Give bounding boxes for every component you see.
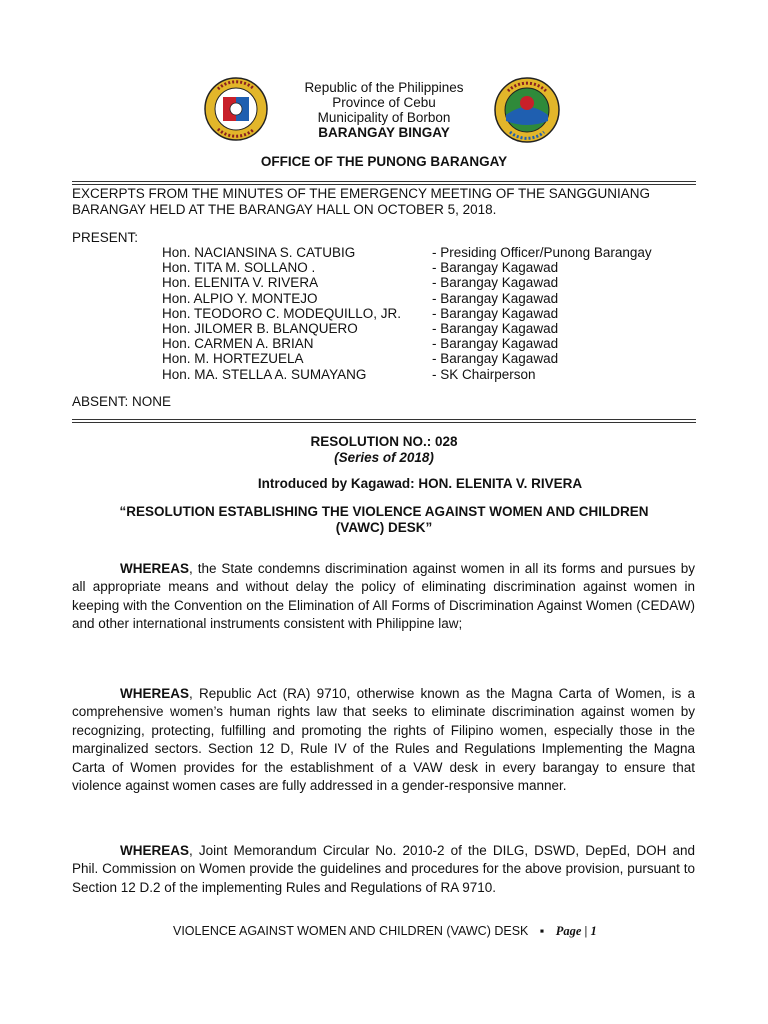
whereas-text: , the State condemns discrimination against women in all its forms and pursues by all appropriate means and without delay the policy of eliminating discrimination against women in keeping with the Convention on the Elimination of All Forms of Discrimination Against Women (CEDAW) and other international instruments consistent with Philippine law;: [72, 561, 695, 632]
member-position: - Barangay Kagawad: [432, 275, 559, 291]
footer-bullet: ▪: [539, 924, 545, 938]
member-name: Hon. ELENITA V. RIVERA: [162, 275, 319, 291]
member-name: Hon. CARMEN A. BRIAN: [162, 336, 314, 352]
member-row: [162, 351, 652, 366]
divider: [72, 422, 696, 423]
excerpt-line: BARANGAY HELD AT THE BARANGAY HALL ON OCTOBER 5, 2018.: [72, 201, 497, 217]
member-position: - Barangay Kagawad: [432, 305, 559, 321]
title-line: (VAWC) DESK”: [335, 520, 433, 535]
resolution-series: (Series of 2018): [334, 450, 434, 465]
absent-line: ABSENT: NONE: [72, 394, 172, 409]
introduced-by: [0, 476, 768, 491]
whereas-keyword: WHEREAS: [120, 686, 190, 701]
member-row: [162, 367, 652, 382]
member-position: - Barangay Kagawad: [432, 351, 559, 367]
letterhead: [234, 80, 534, 140]
barangay-name: BARANGAY BINGAY: [318, 125, 450, 140]
member-position: - Presiding Officer/Punong Barangay: [432, 245, 652, 260]
resolution-number: RESOLUTION NO.: 028: [310, 434, 458, 449]
member-row: [162, 275, 652, 290]
divider: [72, 181, 696, 182]
member-row: [162, 291, 652, 306]
minutes-excerpt: [72, 186, 702, 217]
excerpt-line: EXCERPTS FROM THE MINUTES OF THE EMERGENCY MEETING OF THE SANGGUNIANG: [72, 186, 651, 201]
member-position: - SK Chairperson: [432, 366, 536, 382]
member-name: Hon. TEODORO C. MODEQUILLO, JR.: [162, 305, 402, 321]
page-footer: [173, 924, 597, 939]
introduced-label: Introduced by Kagawad:: [257, 476, 415, 491]
member-name: Hon. JILOMER B. BLANQUERO: [162, 320, 358, 336]
page-number: Page | 1: [555, 924, 597, 938]
resolution-title: [72, 504, 696, 536]
office-title: OFFICE OF THE PUNONG BARANGAY: [260, 154, 508, 169]
member-row: [162, 245, 652, 260]
member-name: Hon. M. HORTEZUELA: [162, 351, 304, 367]
member-name: Hon. ALPIO Y. MONTEJO: [162, 290, 318, 306]
divider: [72, 419, 696, 420]
whereas-keyword: WHEREAS: [120, 843, 190, 858]
republic-line: Republic of the Philippines: [304, 80, 464, 95]
whereas-text: , Republic Act (RA) 9710, otherwise known as the Magna Carta of Women, is a comprehensive women’s human rights law that seeks to eliminate discrimination against women by recognizing, protecting, fulfilling and promoting the rights of Filipino women, especially those in the marginalized sectors. Section 12 D, Rule IV of the Rules and Regulations Implementing the Magna Carta of Women provides for the establishment of a VAW desk in every barangay to ensure that violence against women cases are fully addressed in a gender-responsive manner.: [72, 686, 695, 794]
footer-title: VIOLENCE AGAINST WOMEN AND CHILDREN (VAWC) DESK: [173, 924, 529, 938]
member-position: - Barangay Kagawad: [432, 290, 559, 306]
member-name: Hon. NACIANSINA S. CATUBIG: [162, 245, 356, 260]
whereas-keyword: WHEREAS: [120, 561, 190, 576]
member-row: [162, 306, 652, 321]
member-name: Hon. MA. STELLA A. SUMAYANG: [162, 366, 367, 382]
member-position: - Barangay Kagawad: [432, 336, 559, 352]
whereas-clause-2: [72, 685, 695, 795]
present-label: PRESENT:: [72, 230, 139, 245]
whereas-clause-3: [72, 842, 695, 897]
member-row: [162, 260, 652, 275]
member-row: [162, 321, 652, 336]
whereas-clause-1: [72, 560, 695, 634]
divider: [72, 184, 696, 185]
member-position: - Barangay Kagawad: [432, 260, 559, 276]
member-row: [162, 336, 652, 351]
attendance-list: [162, 245, 652, 382]
municipality-line: Municipality of Borbon: [317, 110, 451, 125]
member-position: - Barangay Kagawad: [432, 320, 559, 336]
member-name: Hon. TITA M. SOLLANO .: [162, 260, 316, 276]
province-line: Province of Cebu: [332, 95, 436, 110]
introducer-name: HON. ELENITA V. RIVERA: [418, 476, 583, 491]
title-line: “RESOLUTION ESTABLISHING THE VIOLENCE AGAINST WOMEN AND CHILDREN: [119, 504, 649, 519]
whereas-text: , Joint Memorandum Circular No. 2010-2 of the DILG, DSWD, DepEd, DOH and Phil. Commission on Women provide the guidelines and procedures for the above provision, pursuant to Section 12 D.2 of the implementing Rules and Regulations of RA 9710.: [72, 843, 695, 895]
